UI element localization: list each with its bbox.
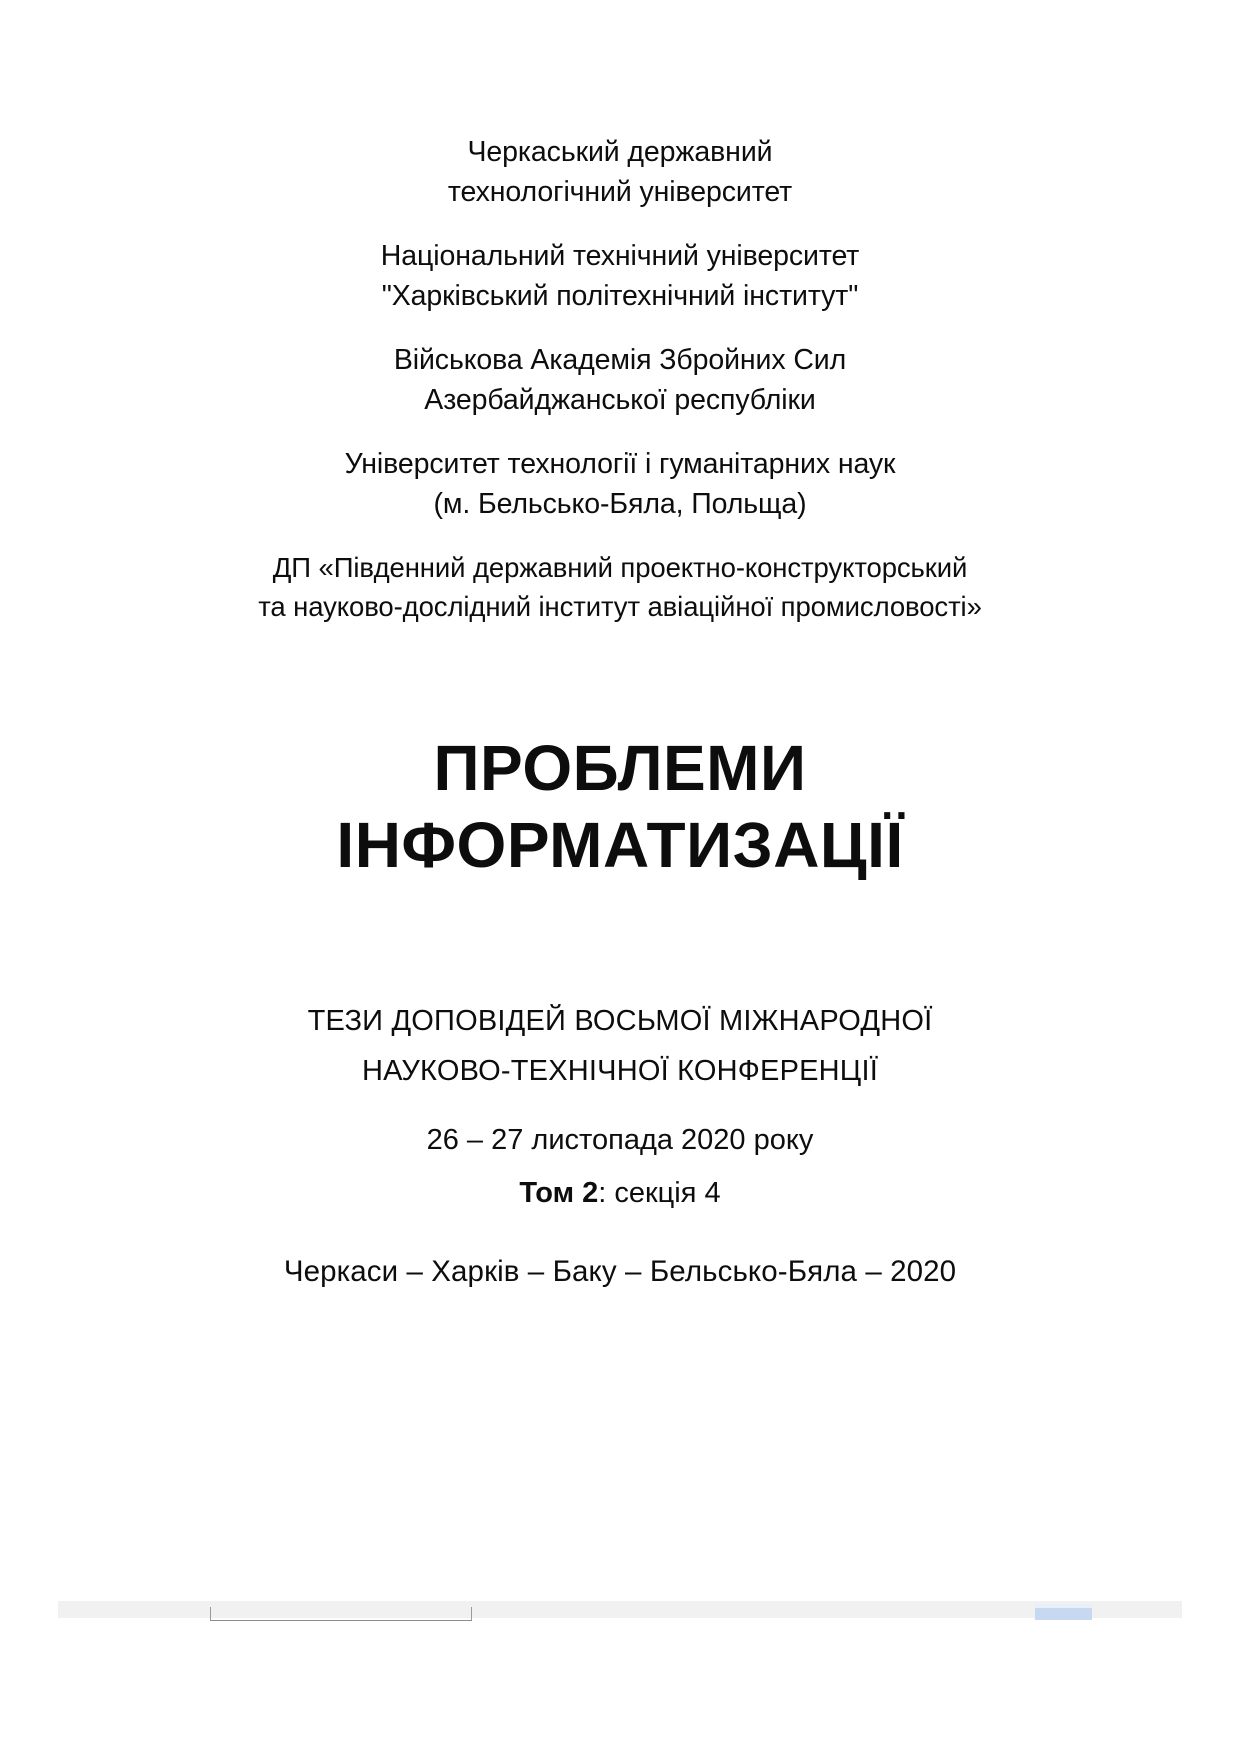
organisation-line: Військова Академія Збройних Сил: [393, 344, 847, 376]
organisation-line: Азербайджанської республіки: [424, 384, 816, 416]
organisation-block: [120, 236, 1120, 316]
viewer-page-box-edge: [210, 1620, 472, 1621]
page-title-line-1: ПРОБЛЕМИ: [433, 732, 807, 804]
organisation-line: "Харківський політехнічний інститут": [381, 280, 859, 312]
organisation-line: та науково-дослідний інститут авіаційної промисловості»: [258, 591, 982, 622]
organisation-line: Черкаський державний: [467, 136, 773, 168]
imprint-line: Черкаси – Харків – Баку – Бельсько-Бяла – 2020: [283, 1255, 957, 1288]
viewer-page-box[interactable]: [210, 1607, 472, 1621]
organisation-line: Національний технічний університет: [380, 240, 860, 272]
organisation-line: ДП «Південний державний проектно-конструкторський: [272, 552, 968, 583]
organisation-block: [120, 444, 1120, 524]
section-label: : секція 4: [598, 1177, 721, 1209]
page-title: [0, 626, 1240, 884]
organisation-block: [120, 340, 1120, 420]
organisation-line: технологічний університет: [447, 176, 793, 208]
conference-subtitle-line-1: ТЕЗИ ДОПОВІДЕЙ ВОСЬМОЇ МІЖНАРОДНОЇ: [307, 1005, 933, 1037]
volume-label: Том 2: [519, 1177, 599, 1209]
viewer-selection-highlight[interactable]: [1035, 1608, 1092, 1620]
conference-subtitle: [0, 884, 1240, 1096]
organisation-line: Університет технології і гуманітарних наук: [344, 448, 896, 480]
organisation-block: [120, 132, 1120, 212]
page-title-line-2: ІНФОРМАТИЗАЦІЇ: [336, 809, 904, 881]
conference-subtitle-line-2: НАУКОВО-ТЕХНІЧНОЇ КОНФЕРЕНЦІЇ: [362, 1055, 878, 1087]
organisation-line: (м. Бельсько-Бяла, Польща): [433, 488, 807, 520]
organisations-list: [120, 132, 1120, 626]
volume-section-line: [0, 1162, 1240, 1215]
organisation-block: [120, 548, 1120, 626]
conference-date: 26 – 27 листопада 2020 року: [426, 1124, 814, 1156]
